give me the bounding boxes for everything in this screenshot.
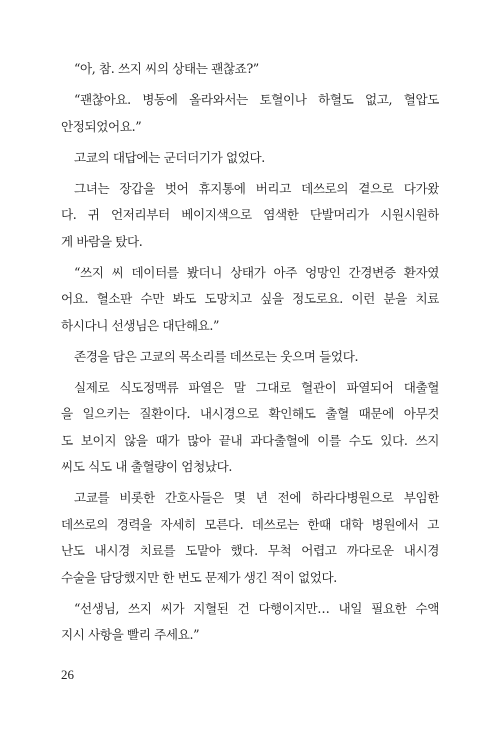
text-line: 하시다니 선생님은 대단해요.” [61, 317, 220, 333]
text-line: 난도 내시경 치료를 도맡아 했다. 무척 어렵고 까다로운 내시경 [61, 543, 439, 558]
text-line: “쓰지 씨 데이터를 봤더니 상태가 아주 엉망인 간경변증 환자였 [74, 264, 439, 280]
text-line: 씨도 식도 내 출혈량이 엄청났다. [61, 459, 232, 474]
text-line: 안정되었어요.” [61, 118, 142, 134]
text-line: 실제로 식도정맥류 파열은 말 그대로 혈관이 파열되어 대출혈 [74, 379, 439, 395]
page-number: 26 [61, 667, 74, 682]
text-line: “괜찮아요. 병동에 올라와서는 토혈이나 하혈도 없고, 혈압도 [74, 92, 439, 107]
text-line: 지시 사항을 빨리 주세요.” [61, 627, 200, 642]
text-line: 게 바람을 탔다. [61, 233, 143, 249]
text-line: 고쿄를 비롯한 간호사들은 몇 년 전에 하라다병원으로 부임한 [74, 490, 439, 505]
text-line: 을 일으키는 질환이다. 내시경으로 확인해도 출혈 때문에 아무것 [61, 406, 439, 421]
text-line: 그녀는 장갑을 벗어 휴지통에 버리고 데쓰로의 곁으로 다가왔 [74, 180, 439, 196]
book-page-body [61, 56, 439, 649]
text-line: “선생님, 쓰지 씨가 지혈된 건 다행이지만… 내일 필요한 수액 [74, 600, 439, 616]
text-line: 고쿄의 대답에는 군더더기가 없었다. [74, 149, 265, 165]
text-line: 데쓰로의 경력을 자세히 모른다. 데쓰로는 한때 대학 병원에서 고 [61, 516, 439, 532]
text-line: “아, 참. 쓰지 씨의 상태는 괜찮죠?” [74, 61, 259, 76]
text-line: 존경을 담은 고쿄의 목소리를 데쓰로는 웃으며 들었다. [74, 348, 359, 364]
text-line: 수술을 담당했지만 한 번도 문제가 생긴 적이 없었다. [61, 569, 337, 585]
text-line: 도 보이지 않을 때가 많아 끝내 과다출혈에 이를 수도 있다. 쓰지 [61, 432, 439, 448]
text-line: 어요. 혈소판 수만 봐도 도망치고 싶을 정도로요. 이런 분을 치료 [61, 291, 439, 306]
text-line: 다. 귀 언저리부터 베이지색으로 염색한 단발머리가 시원시원하 [61, 207, 439, 222]
